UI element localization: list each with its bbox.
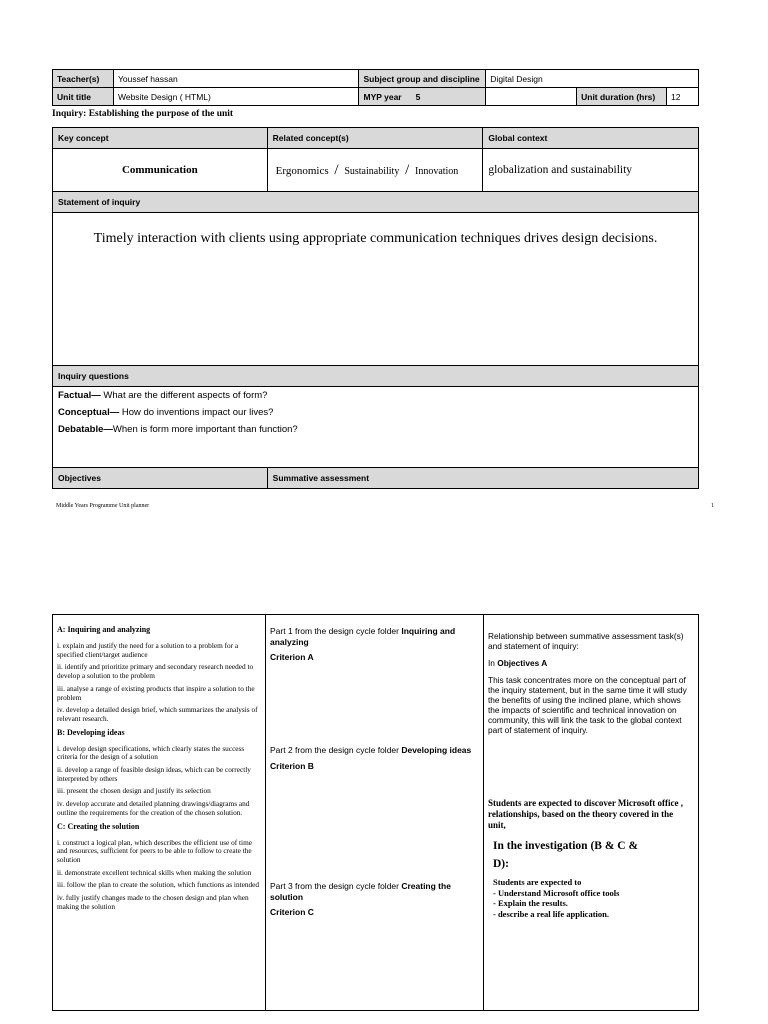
- teacher-label: Teacher(s): [53, 70, 114, 88]
- objective-item: i. explain and justify the need for a solution to a problem for a specified client/target audience: [57, 641, 239, 659]
- factual-question: Factual— What are the different aspects of form?: [58, 390, 268, 401]
- related-concept-label: Related concept(s): [267, 128, 483, 149]
- teacher-value: Youssef hassan: [113, 70, 359, 88]
- unit-header-table: [52, 69, 699, 106]
- myp-year-label: MYP year: [363, 91, 402, 102]
- criterion-c-title: C: Creating the solution: [57, 821, 140, 831]
- objective-item: ii. demonstrate excellent technical skills when making the solution: [57, 867, 252, 877]
- objective-item: iv. develop accurate and detailed planning drawings/diagrams and outline the requirements for the creation of the chosen solution.: [57, 799, 250, 817]
- statement-label: Statement of inquiry: [53, 192, 699, 213]
- objective-item: iv. develop a detailed design brief, which summarizes the analysis of relevant research.: [57, 705, 258, 723]
- related-concept-2: Sustainability: [344, 165, 400, 177]
- parts-column: [266, 615, 484, 1010]
- criterion-b-title: B: Developing ideas: [57, 727, 125, 737]
- inquiry-table: [52, 127, 699, 489]
- unit-title-label: Unit title: [53, 88, 114, 106]
- objective-item: i. construct a logical plan, which describes the efficient use of time and resources, sufficient for peers to be able to follow to create the solution: [57, 837, 252, 864]
- objective-item: i. develop design specifications, which clearly states the success criteria for the design of a solution: [57, 743, 245, 762]
- inquiry-questions-label: Inquiry questions: [53, 366, 699, 387]
- objective-item: ii. identify and prioritize primary and secondary research needed to develop a solution to the problem: [57, 662, 254, 681]
- myp-year-cell: [359, 88, 486, 106]
- inquiry-heading: Inquiry: Establishing the purpose of the unit: [52, 109, 234, 119]
- objective-item: iv. fully justify changes made to the chosen design and plan when making the solution: [57, 893, 249, 911]
- global-context-value: globalization and sustainability: [483, 149, 699, 192]
- objective-item: iii. follow the plan to create the solution, which functions as intended: [57, 880, 260, 890]
- related-concept-3: Innovation: [414, 165, 459, 177]
- expected-list: [493, 877, 694, 919]
- footer-title: Middle Years Programme Unit planner: [56, 503, 150, 509]
- conceptual-question: Conceptual— How do inventions impact our lives?: [58, 407, 274, 418]
- part-2: Part 2 from the design cycle folder Developing ideas Criterion B: [270, 745, 479, 771]
- relationship-body: This task concentrates more on the conceptual part of the inquiry statement, but in the same time it will study the benefits of using the inclined plane, which shows the impacts of scientific and technical innovation on community, this will link the task to the global context part of statement of inquiry.: [488, 675, 687, 735]
- myp-year-value: 5: [415, 91, 421, 102]
- relationship-text: [488, 631, 694, 742]
- page-number: 1: [711, 503, 714, 509]
- expected-item: - Explain the results.: [493, 898, 568, 909]
- separator: /: [334, 161, 339, 178]
- relationship-intro: Relationship between summative assessment task(s) and statement of inquiry:: [488, 631, 684, 651]
- separator: /: [405, 161, 410, 178]
- key-concept-label: Key concept: [53, 128, 268, 149]
- assessment-section: [52, 614, 699, 1011]
- related-concept-1: Ergonomics: [275, 164, 329, 177]
- part-2-criterion: Criterion B: [270, 760, 314, 771]
- duration-label: Unit duration (hrs): [577, 88, 667, 106]
- part-1-criterion: Criterion A: [270, 652, 314, 662]
- empty-cell: [486, 88, 577, 106]
- expected-item: - Understand Microsoft office tools: [493, 887, 620, 898]
- global-context-label: Global context: [483, 128, 699, 149]
- related-concepts: [267, 149, 483, 192]
- expected-title: Students are expected to: [493, 877, 582, 887]
- subject-value: Digital Design: [486, 70, 699, 88]
- expected-item: - describe a real life application.: [493, 908, 609, 919]
- part-3-criterion: Criterion C: [270, 907, 314, 917]
- objective-item: iii. present the chosen design and justify its selection: [57, 786, 211, 796]
- investigation-heading: In the investigation (B & C & D):: [493, 840, 639, 870]
- objectives-column: [53, 615, 266, 1010]
- part-3: Part 3 from the design cycle folder Creating the solution Criterion C: [270, 881, 479, 918]
- students-expected-text: Students are expected to discover Microsoft office , relationships, based on the theory covered in the unit,: [488, 798, 683, 830]
- statement-of-inquiry: Timely interaction with clients using appropriate communication techniques drives design decisions.: [53, 213, 699, 366]
- summative-assessment-label: Summative assessment: [267, 468, 698, 489]
- subject-label: Subject group and discipline: [359, 70, 486, 88]
- duration-value: 12: [667, 88, 699, 106]
- criterion-a-title: A: Inquiring and analyzing: [57, 625, 151, 634]
- relationship-column: [484, 615, 698, 1010]
- relationship-objectives: In Objectives A: [488, 658, 548, 668]
- key-concept-value: Communication: [53, 149, 268, 192]
- part-1: Part 1 from the design cycle folder Inquiring and analyzing Criterion A: [270, 626, 479, 663]
- debatable-question: Debatable—When is form more important than function?: [58, 424, 298, 435]
- objective-item: ii. develop a range of feasible design ideas, which can be correctly interpreted by others: [57, 765, 251, 783]
- objective-item: iii. analyse a range of existing products that inspire a solution to the problem: [57, 683, 255, 702]
- inquiry-questions: [53, 387, 699, 468]
- objectives-label: Objectives: [53, 468, 268, 489]
- unit-title-value: Website Design ( HTML): [113, 88, 359, 106]
